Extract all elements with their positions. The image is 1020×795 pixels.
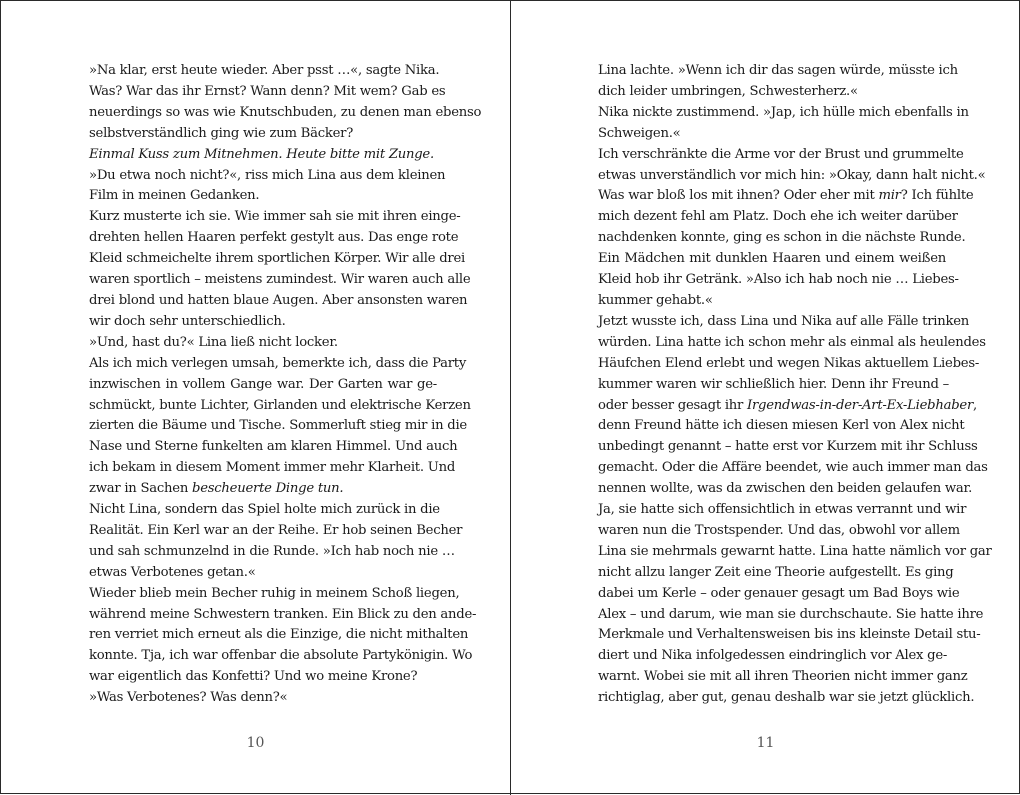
text-line: kummer gehabt.« bbox=[598, 292, 713, 308]
text-line: und sah schmunzelnd in die Runde. »Ich hab noch nie … bbox=[89, 543, 455, 559]
text-line: konnte. Tja, ich war offenbar die absolute Partykönigin. Wo bbox=[89, 648, 473, 664]
paragraph bbox=[598, 312, 992, 709]
text-line: diert und Nika infolgedessen eindringlich vor Alex ge- bbox=[598, 648, 948, 664]
text-line: Was? War das ihr Ernst? Wann denn? Mit wem? Gab es bbox=[89, 83, 446, 99]
text-line: »Du etwa noch nicht?«, riss mich Lina aus dem kleinen bbox=[89, 167, 446, 183]
paragraph bbox=[598, 103, 969, 145]
text-line: »Na klar, erst heute wieder. Aber psst …«, sagte Nika. bbox=[89, 63, 440, 78]
text-line: war eigentlich das Konfetti? Und wo meine Krone? bbox=[89, 669, 418, 685]
text-line: Merkmale und Verhaltensweisen bis ins kleinste Detail stu- bbox=[598, 627, 981, 643]
italic-phrase: bescheuerte Dinge tun. bbox=[192, 481, 344, 497]
right-page-text bbox=[598, 61, 992, 709]
text-line: Nase und Sterne funkelten am klaren Himmel. Und auch bbox=[89, 439, 458, 455]
text-line: Realität. Ein Kerl war an der Reihe. Er hob seinen Becher bbox=[89, 522, 463, 538]
paragraph bbox=[89, 207, 471, 332]
text-line: ren verriet mich erneut als die Einzige, die nicht mithalten bbox=[89, 627, 469, 643]
text-line: Nicht Lina, sondern das Spiel holte mich zurück in die bbox=[89, 502, 440, 518]
text-line: schmückt, bunte Lichter, Girlanden und elektrische Kerzen bbox=[89, 397, 471, 413]
text-line: nicht allzu langer Zeit eine Theorie aufgestellt. Es ging bbox=[598, 564, 954, 580]
text-line: waren sportlich – meistens zumindest. Wir waren auch alle bbox=[89, 272, 471, 288]
text-line: Ich verschränkte die Arme vor der Brust und grummelte bbox=[598, 146, 964, 162]
text-line: während meine Schwestern tranken. Ein Blick zu den ande- bbox=[89, 606, 477, 622]
text-line bbox=[89, 479, 437, 500]
text-line: wir doch sehr unterschiedlich. bbox=[89, 313, 286, 329]
text-line: gemacht. Oder die Affäre beendet, wie auch immer man das bbox=[598, 460, 988, 476]
italic-term: Irgendwas-in-der-Art-Ex-Liebhaber bbox=[747, 397, 974, 413]
text-line: Lina sie mehrmals gewarnt hatte. Lina hatte nämlich vor gar bbox=[598, 543, 992, 559]
text-line: Als ich mich verlegen umsah, bemerkte ich, dass die Party bbox=[89, 355, 467, 371]
paragraph bbox=[89, 145, 437, 166]
text-line: Wieder blieb mein Becher ruhig in meinem Schoß liegen, bbox=[89, 585, 460, 601]
text-line: mich dezent fehl am Platz. Doch ehe ich weiter darüber bbox=[598, 209, 958, 225]
text-segment: oder besser gesagt ihr bbox=[598, 397, 748, 413]
text-line: dabei um Kerle – oder genauer gesagt um Bad Boys wie bbox=[598, 585, 960, 601]
text-line: Ein Mädchen mit dunklen Haaren und einem weißen bbox=[598, 251, 946, 267]
text-line: »Und, hast du?« Lina ließ nicht locker. bbox=[89, 334, 338, 350]
paragraph bbox=[89, 584, 477, 689]
text-line bbox=[598, 186, 974, 207]
text-segment: , bbox=[973, 397, 977, 413]
paragraph bbox=[598, 249, 959, 312]
paragraph bbox=[89, 688, 437, 709]
text-line: würden. Lina hatte ich schon mehr als einmal als heulendes bbox=[598, 334, 986, 350]
text-line bbox=[598, 396, 977, 417]
page-number: 10 bbox=[246, 735, 265, 751]
text-line: nachdenken konnte, ging es schon in die nächste Runde. bbox=[598, 230, 966, 246]
text-segment: ? Ich fühlte bbox=[900, 188, 974, 204]
text-line: neuerdings so was wie Knutschbuden, zu denen man ebenso bbox=[89, 104, 482, 120]
paragraph bbox=[89, 82, 482, 145]
text-line: denn Freund hätte ich diesen miesen Kerl von Alex nicht bbox=[598, 418, 965, 434]
text-line: Kurz musterte ich sie. Wie immer sah sie mit ihren einge- bbox=[89, 209, 461, 225]
text-line: Nika nickte zustimmend. »Jap, ich hülle mich ebenfalls in bbox=[598, 104, 969, 120]
text-line: etwas unverständlich vor mich hin: »Okay, dann halt nicht.« bbox=[598, 167, 986, 183]
left-page-text bbox=[89, 61, 482, 709]
paragraph bbox=[89, 354, 471, 500]
text-line: Kleid hob ihr Getränk. »Also ich hab noch nie … Liebes- bbox=[598, 272, 959, 288]
text-line: ich bekam in diesem Moment immer mehr Klarheit. Und bbox=[89, 460, 456, 476]
page-number: 11 bbox=[756, 735, 775, 751]
text-line: nennen wollte, was da zwischen den beiden gelaufen war. bbox=[598, 481, 973, 497]
text-line: drei blond und hatten blaue Augen. Aber ansonsten waren bbox=[89, 292, 468, 308]
text-line: waren nun die Trostspender. Und das, obwohl vor allem bbox=[598, 522, 960, 538]
right-page bbox=[511, 53, 1020, 795]
text-line: dich leider umbringen, Schwesterherz.« bbox=[598, 83, 858, 99]
paragraph bbox=[89, 500, 463, 584]
text-segment: Was war bloß los mit ihnen? Oder eher mit bbox=[598, 188, 879, 204]
text-line: richtiglag, aber gut, genau deshalb war sie jetzt glücklich. bbox=[598, 690, 975, 706]
italic-word: mir bbox=[878, 188, 901, 204]
text-line: Schweigen.« bbox=[598, 125, 681, 141]
text-line: Ja, sie hatte sich offensichtlich in etwas verrannt und wir bbox=[598, 502, 967, 518]
text-line: Jetzt wusste ich, dass Lina und Nika auf alle Fälle trinken bbox=[598, 313, 970, 329]
text-line: »Was Verbotenes? Was denn?« bbox=[89, 690, 288, 706]
text-line: selbstverständlich ging wie zum Bäcker? bbox=[89, 125, 354, 141]
paragraph bbox=[598, 145, 986, 250]
text-line: drehten hellen Haaren perfekt gestylt aus. Das enge rote bbox=[89, 230, 459, 246]
text-line: warnt. Wobei sie mit all ihren Theorien nicht immer ganz bbox=[598, 669, 968, 685]
paragraph bbox=[89, 61, 440, 82]
text-line: Film in meinen Gedanken. bbox=[89, 188, 260, 204]
italic-text-line: Einmal Kuss zum Mitnehmen. Heute bitte mit Zunge. bbox=[89, 146, 434, 162]
paragraph bbox=[598, 61, 958, 103]
text-line: etwas Verbotenes getan.« bbox=[89, 564, 256, 580]
text-line: Alex – und darum, wie man sie durchschaute. Sie hatte ihre bbox=[598, 606, 984, 622]
text-line: Lina lachte. »Wenn ich dir das sagen würde, müsste ich bbox=[598, 63, 958, 78]
left-page bbox=[1, 53, 510, 795]
text-segment: zwar in Sachen bbox=[89, 481, 193, 497]
paragraph bbox=[89, 166, 446, 208]
text-line: inzwischen in vollem Gange war. Der Garten war ge- bbox=[89, 376, 437, 392]
text-line: zierten die Bäume und Tische. Sommerluft stieg mir in die bbox=[89, 418, 467, 434]
text-line: Kleid schmeichelte ihrem sportlichen Körper. Wir alle drei bbox=[89, 251, 465, 267]
text-line: Häufchen Elend erlebt und wegen Nikas aktuellem Liebes- bbox=[598, 355, 980, 371]
paragraph bbox=[89, 333, 437, 354]
text-line: kummer waren wir schließlich hier. Denn ihr Freund – bbox=[598, 376, 949, 392]
text-line: unbedingt genannt – hatte erst vor Kurzem mit ihr Schluss bbox=[598, 439, 978, 455]
